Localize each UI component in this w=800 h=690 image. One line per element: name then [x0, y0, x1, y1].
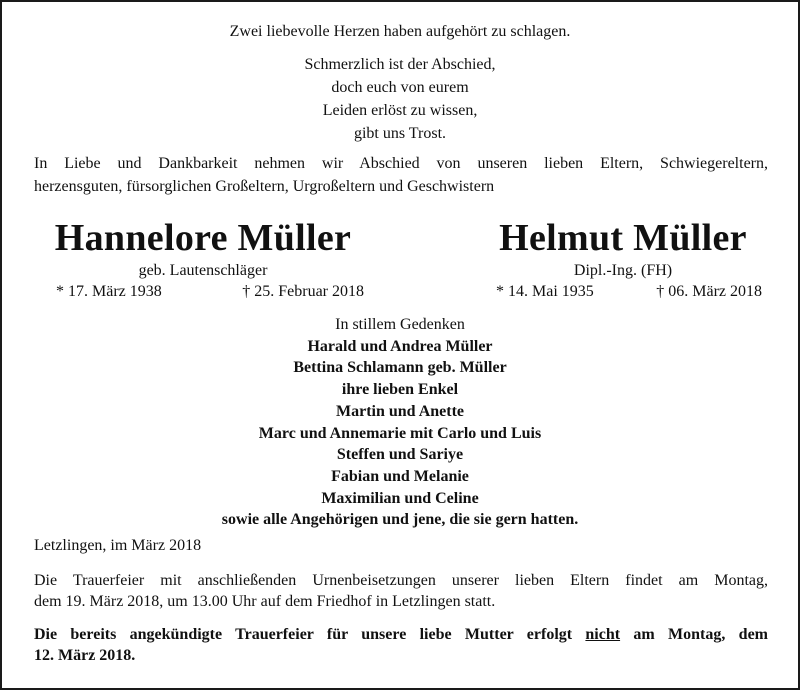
mourner-line: Fabian und Melanie — [331, 467, 469, 485]
notice-text — [34, 624, 768, 666]
notice-emphasis: nicht — [585, 626, 621, 643]
deceased-hannelore — [36, 215, 370, 303]
birth-date: * 14. Mai 1935 — [496, 283, 594, 300]
deceased-subtitle: Dipl.-Ing. (FH) — [573, 262, 673, 279]
notice-part: Die bereits angekündigte Trauerfeier für unsere liebe Mutter erfolgt — [34, 626, 586, 643]
birth-date: * 17. März 1938 — [56, 283, 162, 300]
ceremony-info — [34, 570, 768, 612]
verse-line: Leiden erlöst zu wissen, — [322, 102, 478, 119]
place-date: Letzlingen, im März 2018 — [34, 537, 202, 554]
death-date: † 06. März 2018 — [656, 283, 762, 300]
ceremony-line: Die Trauerfeier mit anschließenden Urnenbeisetzungen unserer lieben Eltern findet am Montag, — [34, 572, 768, 589]
notice-part: am Montag, dem — [620, 626, 768, 643]
mourner-line: sowie alle Angehörigen und jene, die sie gern hatten. — [221, 511, 579, 529]
mourner-line: Marc und Annemarie mit Carlo und Luis — [258, 424, 542, 442]
verse-line: Schmerzlich ist der Abschied, — [304, 56, 496, 73]
notice-line — [34, 624, 768, 645]
intro-line: herzensguten, fürsorglichen Großeltern, Urgroßeltern und Geschwistern — [34, 178, 495, 195]
deceased-dates — [478, 281, 768, 303]
mourner-line: Maximilian und Celine — [321, 489, 479, 507]
verse — [0, 53, 800, 145]
mourners-list — [0, 314, 800, 531]
deceased-subtitle: geb. Lautenschläger — [138, 262, 268, 279]
deceased-name: Helmut Müller — [499, 217, 747, 259]
mourner-line: Martin und Anette — [336, 402, 464, 420]
deceased-name: Hannelore Müller — [54, 217, 352, 259]
verse-line: doch euch von eurem — [331, 79, 469, 96]
ceremony-line: dem 19. März 2018, um 13.00 Uhr auf dem Friedhof in Letzlingen statt. — [34, 593, 496, 610]
verse-line: gibt uns Trost. — [353, 125, 447, 142]
opening-line: Zwei liebevolle Herzen haben aufgehört zu schlagen. — [229, 23, 571, 40]
mourner-line: Harald und Andrea Müller — [307, 337, 493, 355]
deceased-helmut — [478, 215, 768, 303]
death-date: † 25. Februar 2018 — [242, 283, 364, 300]
mourner-line: Steffen und Sariye — [336, 446, 464, 464]
mourner-line: Bettina Schlamann geb. Müller — [293, 359, 507, 377]
notice-line: 12. März 2018. — [34, 647, 136, 664]
mourners-heading: In stillem Gedenken — [335, 316, 465, 333]
deceased-dates — [36, 281, 370, 303]
mourner-line: ihre lieben Enkel — [341, 381, 459, 399]
intro-text — [34, 152, 768, 198]
intro-line: In Liebe und Dankbarkeit nehmen wir Abschied von unseren lieben Eltern, Schwiegereltern, — [34, 155, 768, 172]
